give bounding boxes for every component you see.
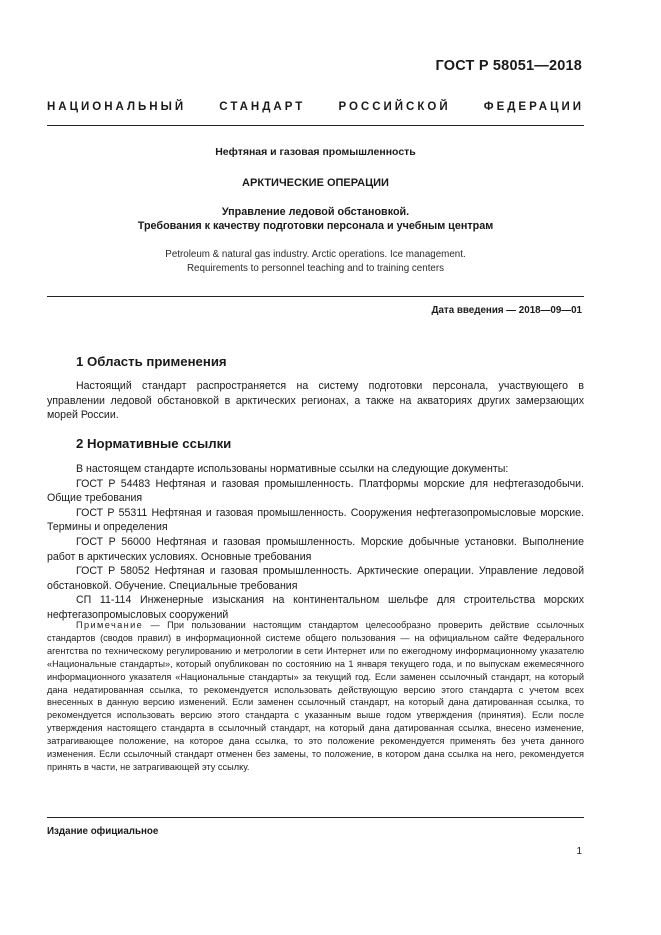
subtitle-line: Управление ледовой обстановкой. bbox=[221, 206, 410, 218]
official-edition-label: Издание официальное bbox=[47, 826, 159, 837]
gost-code: ГОСТ Р 58051—2018 bbox=[435, 58, 582, 74]
reference-item: ГОСТ Р 54483 Нефтяная и газовая промышленность. Платформы морские для нефтегазодобычи. Общие требования bbox=[47, 477, 584, 505]
title-divider bbox=[47, 296, 584, 297]
subtitle-line: Требования к качеству подготовки персонала и учебным центрам bbox=[137, 220, 494, 232]
footer-divider bbox=[47, 817, 584, 818]
document-subtitle bbox=[47, 205, 584, 233]
normative-references bbox=[47, 462, 584, 623]
note-text: — При пользовании настоящим стандартом целесообразно проверить действие ссылочных стандартов (сводов правил) в информационной системе общего пользования — на официальном сайте Федерального агентства по техническому регулированию и метрологии в сети Интернет или по ежегодному информационному указателю «Национальные стандарты», который опубликован по состоянию на 1 января текущего года, и по выпускам ежемесячного информационного указателя «Национальные стандарты» за текущий год. Если заменен ссылочный стандарт, на который дана недатированная ссылка, то рекомендуется использовать действующую версию этого стандарта с учетом всех внесенных в данную версию изменений. Если заменен ссылочный стандарт, на который дана датированная ссылка, то рекомендуется использовать версию этого стандарта с указанным выше годом утверждения (принятия). Если после утверждения настоящего стандарта в ссылочный стандарт, на который дана датированная ссылка, внесено изменение, затрагивающее положение, на которое дана ссылка, то это положение рекомендуется применять без учета данного изменения. Если ссылочный стандарт отменен без замены, то положение, в котором дана ссылка на него, рекомендуется принять в части, не затрагивающей эту ссылку. bbox=[47, 620, 584, 772]
industry-title: Нефтяная и газовая промышленность bbox=[215, 146, 416, 158]
english-title bbox=[47, 248, 584, 275]
header-divider bbox=[47, 125, 584, 126]
reference-item: СП 11-114 Инженерные изыскания на континентальном шельфе для строительства морских нефтегазопромысловых сооружений bbox=[47, 594, 584, 621]
references-note bbox=[47, 619, 584, 774]
english-title-line: Requirements to personnel teaching and to training centers bbox=[186, 262, 445, 274]
reference-item: ГОСТ Р 55311 Нефтяная и газовая промышленность. Сооружения нефтегазопромысловые морские. Термины и определения bbox=[47, 506, 584, 534]
reference-item: ГОСТ Р 56000 Нефтяная и газовая промышленность. Морские добычные установки. Выполнение работ в арктических условиях. Основные требования bbox=[47, 535, 584, 563]
scope-paragraph: Настоящий стандарт распространяется на систему подготовки персонала, участвующего в управлении ледовой обстановкой в арктических регионах, а также на акваториях других замерзающих морей России. bbox=[47, 380, 584, 422]
introduction-date: Дата введения — 2018—09—01 bbox=[431, 305, 582, 316]
references-intro: В настоящем стандарте использованы нормативные ссылки на следующие документы: bbox=[76, 463, 509, 475]
reference-item: ГОСТ Р 58052 Нефтяная и газовая промышленность. Арктические операции. Управление ледовой обстановкой. Обучение. Специальные требования bbox=[47, 565, 584, 592]
document-title: АРКТИЧЕСКИЕ ОПЕРАЦИИ bbox=[242, 177, 389, 189]
note-label: Примечание bbox=[76, 620, 144, 630]
section-1-heading: 1 Область применения bbox=[76, 354, 227, 369]
standard-banner: НАЦИОНАЛЬНЫЙ СТАНДАРТ РОССИЙСКОЙ ФЕДЕРАЦИИ bbox=[47, 101, 584, 113]
section-2-heading: 2 Нормативные ссылки bbox=[76, 436, 232, 451]
english-title-line: Petroleum & natural gas industry. Arctic operations. Ice management. bbox=[165, 249, 466, 260]
section-1-body bbox=[47, 379, 584, 423]
page-number: 1 bbox=[576, 846, 582, 857]
